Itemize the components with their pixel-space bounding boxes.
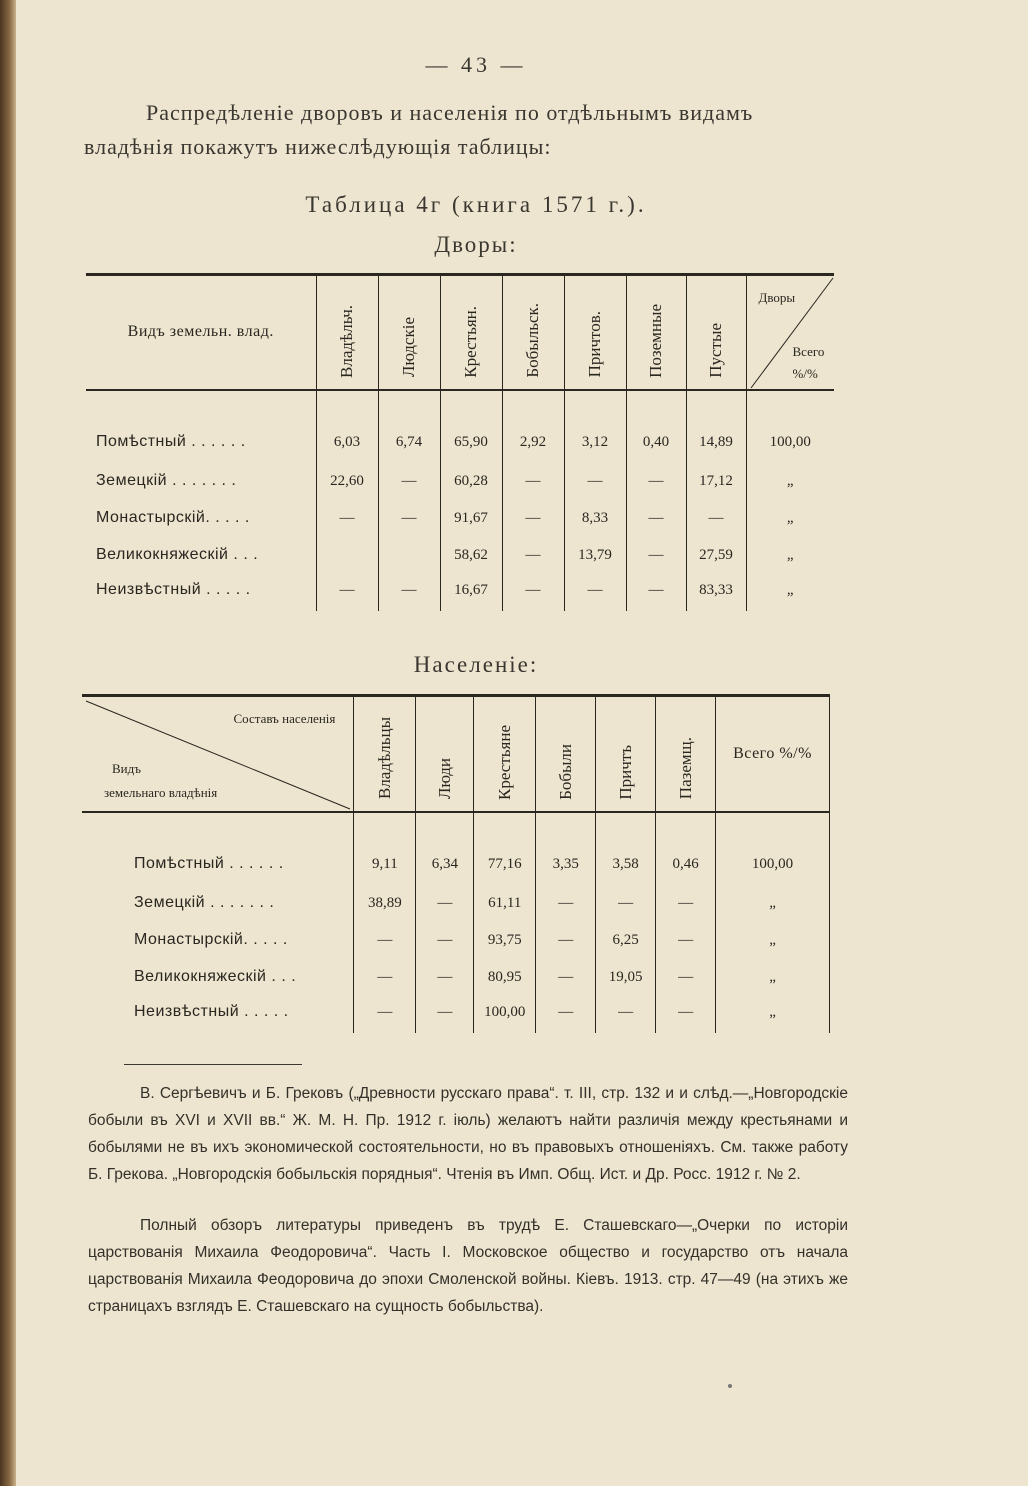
cell: 0,46 [656,812,716,885]
cell: — [536,959,596,996]
table2-col-header: Причтъ [596,696,656,812]
cell: — [416,959,474,996]
cell: 6,03 [316,390,378,463]
table1-total-bottom: Всего [792,344,825,359]
table2-corner-top: Составъ населенія [233,711,336,726]
cell: — [656,996,716,1033]
cell: — [536,885,596,922]
cell: 17,12 [686,463,746,500]
cell: „ [716,959,830,996]
table1-col-header: Поземные [626,275,686,390]
book-page [16,0,1028,1486]
cell: — [626,537,686,574]
intro-line-2: владѣнія покажутъ нижеслѣдующія таблицы: [84,134,552,159]
footnote-2: Полный обзоръ литературы приведенъ въ трудѣ Е. Сташевскаго—„Очерки по исторіи царствованія Михаила Феодоровича“. Часть I. Московское общество и государство отъ начала царствованія Михаила Феодоровича до эпохи Смоленской войны. Кіевъ. 1913. стр. 47—49 (на этихъ же страницахъ взглядъ Е. Сташевскаго на сущность бобыльства). [88,1217,848,1315]
row-label: Монастырскій. . . . . [82,922,354,959]
book-spine [0,0,16,1486]
cell: 3,35 [536,812,596,885]
cell: 0,40 [626,390,686,463]
cell: — [596,885,656,922]
cell: 38,89 [354,885,416,922]
cell: „ [716,996,830,1033]
cell: „ [786,546,794,563]
table-row [82,812,830,885]
cell: — [354,922,416,959]
table-row [82,922,830,959]
table2-corner-header [82,696,354,812]
cell: — [564,574,626,611]
cell: 6,74 [378,390,440,463]
cell: „ [786,472,794,489]
cell: — [626,463,686,500]
cell: 16,67 [440,574,502,611]
table1-col-header: Причтов. [564,275,626,390]
row-label: Монастырскій. . . . . [86,500,316,537]
paper-speck [728,1384,732,1388]
footnote-1: В. Сергѣевичъ и Б. Грековъ („Древности русскаго права“. т. III, стр. 132 и и слѣд.—„Новгородскіе бобыли въ XVI и XVII вв.“ Ж. М. Н. Пр. 1912 г. іюль) желаютъ найти различія между крестьянами и бобылями не въ ихъ экономической состоятельности, но въ правовыхъ отношеніяхъ. См. также работу Б. Грекова. „Новгородскія бобыльскія порядныя“. Чтенія въ Имп. Общ. Ист. и Др. Росс. 1912 г. № 2. [88,1085,848,1183]
row-label: Неизвѣстный . . . . . [86,574,316,611]
cell: — [502,463,564,500]
footnote-divider [124,1064,302,1065]
table1-col-header: Крестьян. [440,275,502,390]
table1-col-header: Пустые [686,275,746,390]
row-label: Помѣстный . . . . . . [86,390,316,463]
cell: — [416,922,474,959]
row-label: Земецкій . . . . . . . [86,463,316,500]
cell: — [316,574,378,611]
cell: 27,59 [686,537,746,574]
cell: — [536,922,596,959]
cell: — [564,463,626,500]
cell: — [502,537,564,574]
cell: — [378,574,440,611]
cell: 65,90 [440,390,502,463]
cell: 61,11 [474,885,536,922]
cell [378,537,440,574]
cell: 8,33 [564,500,626,537]
table-row [86,390,834,463]
table1-col-header: Людскіе [378,275,440,390]
population-table [82,694,830,1033]
cell [316,537,378,574]
table-row [86,574,834,611]
table-row [86,463,834,500]
table2-col-header: Люди [416,696,474,812]
cell: — [502,500,564,537]
table2-total-header: Всего %/% [716,696,830,812]
cell: 100,00 [474,996,536,1033]
table1-total-unit: %/% [792,366,818,381]
page-number: — 43 — [425,52,527,77]
row-label: Неизвѣстный . . . . . [82,996,354,1033]
cell: 19,05 [596,959,656,996]
cell: — [316,500,378,537]
cell: 100,00 [769,433,811,450]
table-row [86,537,834,574]
cell: „ [716,922,830,959]
table2-col-header: Владѣльцы [354,696,416,812]
cell: — [416,996,474,1033]
table-row [82,996,830,1033]
table2-corner-bottom-1: Видъ [112,761,141,776]
cell: — [596,996,656,1033]
table1-col-header: Бобыльск. [502,275,564,390]
table1-col-header: Владѣльч. [316,275,378,390]
cell: 2,92 [502,390,564,463]
cell: — [378,463,440,500]
table2-caption: Населеніе: [413,652,539,677]
cell: — [656,959,716,996]
cell: 93,75 [474,922,536,959]
cell: — [656,885,716,922]
table2-col-header: Бобыли [536,696,596,812]
cell: — [626,500,686,537]
table2-col-header: Крестьяне [474,696,536,812]
table2-col-header: Паземщ. [656,696,716,812]
row-label: Помѣстный . . . . . . [82,812,354,885]
cell: — [656,922,716,959]
cell: 83,33 [686,574,746,611]
cell: 14,89 [686,390,746,463]
cell: 9,11 [354,812,416,885]
cell: 22,60 [316,463,378,500]
cell: 80,95 [474,959,536,996]
table1-total-header [746,275,834,390]
cell: 100,00 [716,812,830,885]
table-row [86,500,834,537]
cell: — [416,885,474,922]
cell: — [354,996,416,1033]
intro-paragraph [84,96,868,164]
intro-line-1: Распредѣленіе дворовъ и населенія по отдѣльнымъ видамъ [146,100,754,125]
cell: — [536,996,596,1033]
cell: 91,67 [440,500,502,537]
table1-subcaption: Дворы: [434,232,518,257]
row-label: Великокняжескій . . . [86,537,316,574]
cell: — [686,500,746,537]
cell: — [502,574,564,611]
table1-total-top: Дворы [758,290,796,305]
cell: — [354,959,416,996]
cell: — [378,500,440,537]
table2-corner-bottom-2: земельнаго владѣнія [104,785,218,800]
cell: 13,79 [564,537,626,574]
row-label: Земецкій . . . . . . . [82,885,354,922]
table1-caption: Таблица 4г (книга 1571 г.). [305,192,647,217]
cell: „ [716,885,830,922]
cell: 3,12 [564,390,626,463]
cell: 60,28 [440,463,502,500]
households-table [86,273,834,611]
cell: „ [786,509,794,526]
cell: — [626,574,686,611]
cell: 58,62 [440,537,502,574]
cell: 6,34 [416,812,474,885]
cell: 3,58 [596,812,656,885]
table-row [82,959,830,996]
row-label: Великокняжескій . . . [82,959,354,996]
cell: „ [786,581,794,598]
cell: 77,16 [474,812,536,885]
table-row [82,885,830,922]
table1-kind-header: Видъ земельн. влад. [86,275,316,390]
cell: 6,25 [596,922,656,959]
